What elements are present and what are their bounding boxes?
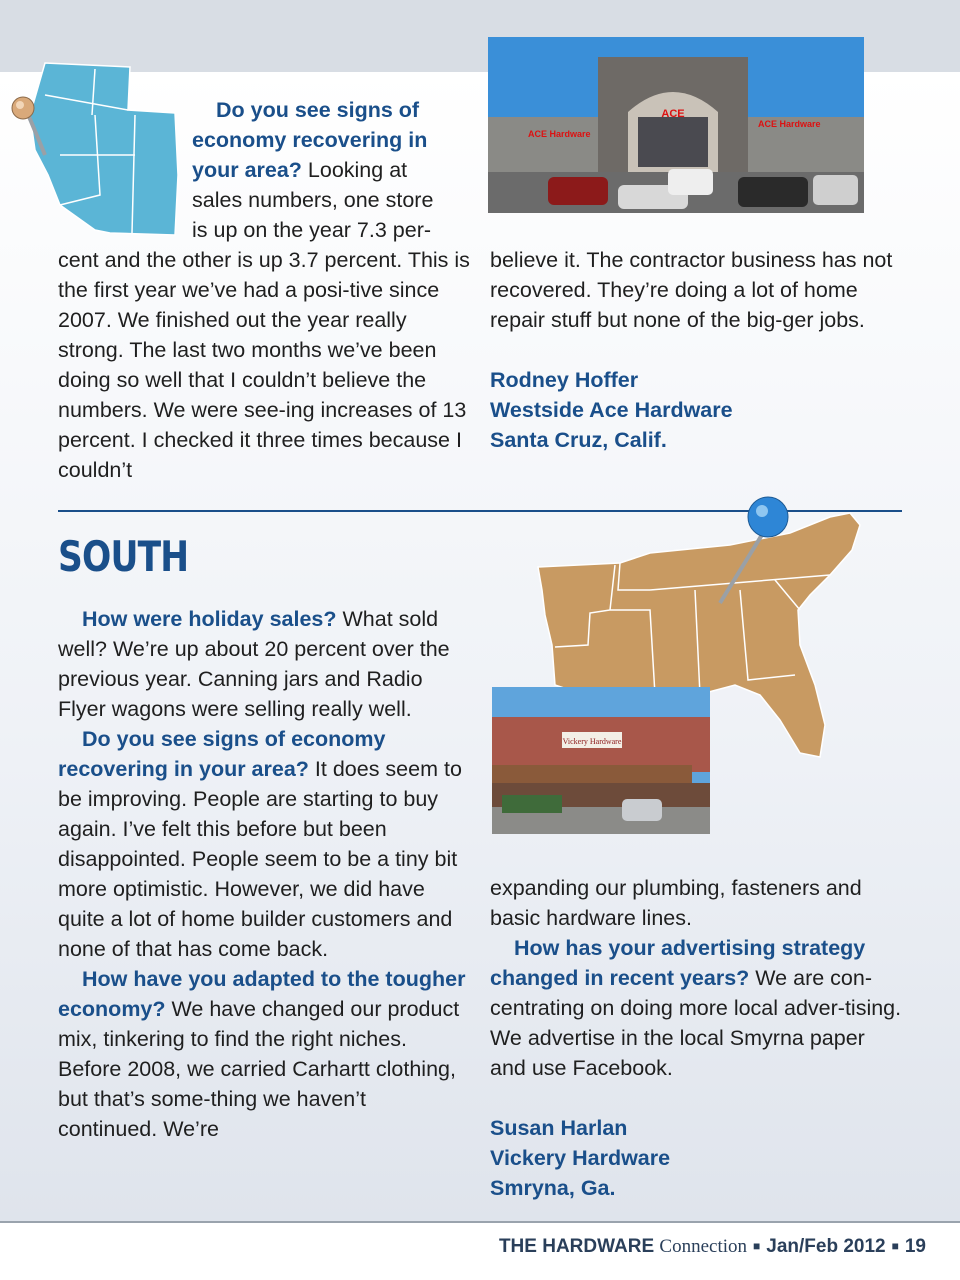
west-answer-1-cont: cent and the other is up 3.7 percent. This is the first year we’ve had a posi-tive since 2007. We finished out the year really strong. The last two months we’ve been doing so well that I couldn’t believe the numbers. We were see-ing increases of 13 percent. I checked it three times because I couldn’t	[58, 248, 470, 482]
west-question-1: Do you see signs of economy recovering in your area?	[192, 98, 428, 182]
footer-rule	[0, 1221, 960, 1223]
south-signature-store: Vickery Hardware	[490, 1146, 671, 1170]
footer-separator-icon: ■	[891, 1239, 899, 1253]
south-signature-city: Smryna, Ga.	[490, 1176, 616, 1200]
ace-hardware-photo	[488, 37, 864, 213]
south-answer-3: We have changed our product mix, tinkering to find the right niches. Before 2008, we carried Carhartt clothing, but that’s some-thing we haven’t continued. We’re	[58, 997, 460, 1141]
west-col2-text	[490, 245, 902, 455]
footer-separator-icon: ■	[753, 1239, 761, 1253]
west-answer-1-start: Looking at sales numbers, one store is up on the year 7.3 per-	[192, 158, 434, 242]
south-answer-3-end: expanding our plumbing, fasteners and basic hardware lines.	[490, 876, 862, 930]
section-heading-south: SOUTH	[58, 532, 189, 581]
west-col1-text	[58, 245, 470, 485]
south-question-1: How were holiday sales?	[82, 607, 337, 631]
south-col2-text	[490, 873, 904, 1203]
photo-sign-right: ACE Hardware	[758, 119, 821, 129]
west-states-map	[0, 55, 200, 245]
photo-sign-center: ACE	[661, 108, 685, 120]
south-col1-text	[58, 604, 470, 1144]
footer-issue-date: Jan/Feb 2012	[766, 1236, 886, 1257]
south-answer-4: We are con-centrating on doing more local adver-tising. We advertise in the local Smyrna paper and use Facebook.	[490, 966, 902, 1080]
photo-sign-left: ACE Hardware	[528, 129, 591, 139]
south-question-3: How have you adapted to the tougher economy?	[58, 967, 466, 1021]
footer-magazine-title: THE HARDWARE	[498, 1236, 655, 1257]
west-signature-name: Rodney Hoffer	[490, 368, 639, 392]
footer-page-number: 19	[904, 1236, 926, 1257]
vickery-hardware-photo	[492, 687, 710, 834]
south-question-4: How has your advertising strategy changed in recent years?	[490, 936, 866, 990]
south-signature-name: Susan Harlan	[490, 1116, 628, 1140]
page-footer	[499, 1236, 926, 1258]
south-answer-2: It does seem to be improving. People are starting to buy again. I’ve felt this before but been disappointed. People seem to be a tiny bit more optimistic. However, we did have quite a lot of home builder customers and none of that has come back.	[58, 757, 462, 961]
south-question-2: Do you see signs of economy recovering in your area?	[58, 727, 386, 781]
footer-magazine-connection: Connection	[659, 1236, 748, 1257]
photo-sign-vickery: Vickery Hardware	[562, 737, 622, 746]
south-answer-1: What sold well? We’re up about 20 percent over the previous year. Canning jars and Radio Flyer wagons were selling really well.	[58, 607, 450, 721]
west-answer-1-end: believe it. The contractor business has not recovered. They’re doing a lot of home repair stuff but none of the big-ger jobs.	[490, 248, 893, 332]
west-signature-city: Santa Cruz, Calif.	[490, 428, 667, 452]
west-signature-store: Westside Ace Hardware	[490, 398, 733, 422]
west-intro-text	[192, 95, 454, 245]
